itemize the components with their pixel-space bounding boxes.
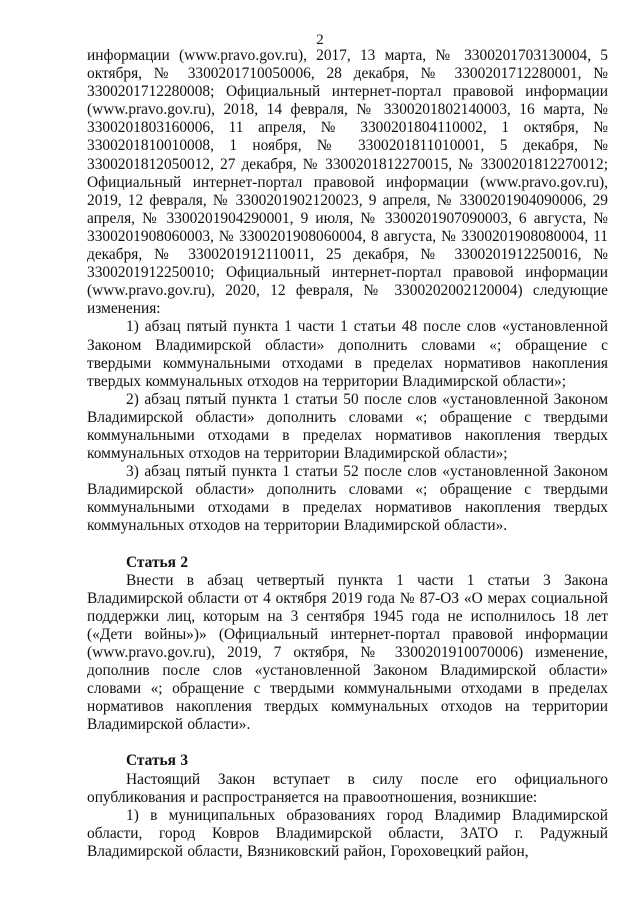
paragraph-article-1-continuation: информации (www.pravo.gov.ru), 2017, 13 марта, № 3300201703130004, 5 октября, № 3300201710050006, 28 декабря, № 3300201712280001, № 3300201712280008; Официальный интернет-портал правовой информации (www.pravo.gov.ru), 2018, 14 февраля, № 3300201802140003, 16 марта, № 3300201803160006, 11 апреля, № 3300201804110002, 1 октября, № 3300201810010008, 1 ноября, № 3300201811010001, 5 декабря, № 3300201812050012, 27 декабря, № 3300201812270015, № 3300201812270012; Официальный интернет-портал правовой информации (www.pravo.gov.ru), 2019, 12 февраля, № 3300201902120023, 9 апреля, № 3300201904090006, 29 апреля, № 3300201904290001, 9 июля, № 3300201907090003, 6 августа, № 3300201908060003, № 3300201908060004, 8 августа, № 3300201908080004, 11 декабря, № 3300201912110011, 25 декабря, № 3300201912250016, № 3300201912250010; Официальный интернет-портал правовой информации (www.pravo.gov.ru), 2020, 12 февраля, № 3300202002120004) следующие изменения: bbox=[87, 47, 608, 318]
page-number: 2 bbox=[316, 32, 324, 48]
paragraph-article-3-item-1: 1) в муниципальных образованиях город Владимир Владимирской области, город Ковров Владимирской области, ЗАТО г. Радужный Владимирской области, Вязниковский район, Гороховецкий район, bbox=[87, 806, 608, 860]
paragraph-item-1: 1) абзац пятый пункта 1 части 1 статьи 48 после слов «установленной Законом Владимирской области» дополнить словами «; обращение с твердыми коммунальными отходами в пределах нормативов накопления твердых коммунальных отходов на территории Владимирской области»; bbox=[87, 318, 608, 390]
paragraph-item-2: 2) абзац пятый пункта 1 статьи 50 после слов «установленной Законом Владимирской области» дополнить словами «; обращение с твердыми коммунальными отходами в пределах нормативов накопления твердых коммунальных отходов на территории Владимирской области»; bbox=[87, 390, 608, 463]
spacer bbox=[87, 734, 608, 752]
document-body bbox=[87, 47, 608, 861]
paragraph-article-2: Внести в абзац четвертый пункта 1 части 1 статьи 3 Закона Владимирской области от 4 октября 2019 года № 87-ОЗ «О мерах социальной поддержки лиц, которым на 3 сентября 1945 года не исполнилось 18 лет («Дети войны»)» (Официальный интернет-портал правовой информации (www.pravo.gov.ru), 2019, 7 октября, № 3300201910070006) изменение, дополнив после слов «установленной Законом Владимирской области» словами «; обращение с твердыми коммунальными отходами в пределах нормативов накопления твердых коммунальных отходов на территории Владимирской области». bbox=[87, 571, 608, 734]
article-3-heading: Статья 3 bbox=[126, 752, 189, 770]
article-2-heading: Статья 2 bbox=[126, 553, 189, 571]
spacer bbox=[87, 536, 608, 554]
paragraph-item-3: 3) абзац пятый пункта 1 статьи 52 после слов «установленной Законом Владимирской области» дополнить словами «; обращение с твердыми коммунальными отходами в пределах нормативов накопления твердых коммунальных отходов на территории Владимирской области». bbox=[87, 463, 608, 535]
paragraph-article-3: Настоящий Закон вступает в силу после его официального опубликования и распространяется на правоотношения, возникшие: bbox=[87, 770, 608, 806]
